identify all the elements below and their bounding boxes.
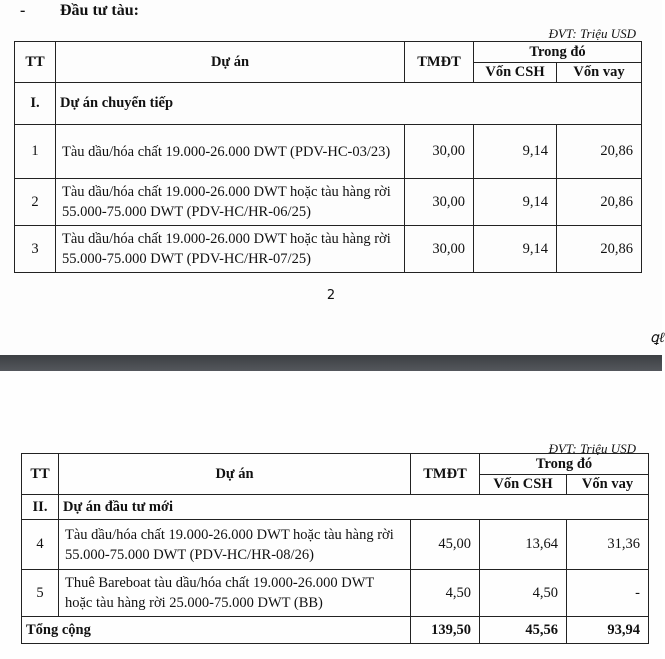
- row-tmdt: 30,00: [405, 179, 474, 226]
- row-tt: 5: [22, 570, 59, 617]
- row-loan: -: [567, 570, 649, 617]
- list-dash: -: [20, 2, 26, 19]
- row-loan: 20,86: [557, 179, 642, 226]
- row-project: Tàu dầu/hóa chất 19.000-26.000 DWT hoặc tàu hàng rời 55.000-75.000 DWT (PDV-HC/HR-06/25): [56, 179, 405, 226]
- header-equity: Vốn CSH: [474, 63, 557, 83]
- row-loan: 20,86: [557, 125, 642, 179]
- header-loan: Vốn vay: [557, 63, 642, 83]
- table-row: [15, 125, 642, 179]
- row-tt: 3: [15, 226, 56, 273]
- page-number: 2: [326, 288, 336, 303]
- page-separator: [0, 355, 662, 371]
- header-project: Dự án: [59, 454, 411, 495]
- table-row: [22, 570, 649, 617]
- row-loan: 20,86: [557, 226, 642, 273]
- row-equity: 9,14: [474, 179, 557, 226]
- row-equity: 9,14: [474, 226, 557, 273]
- row-project: Tàu dầu/hóa chất 19.000-26.000 DWT hoặc tàu hàng rời 55.000-75.000 DWT (PDV-HC/HR-08/26): [59, 520, 411, 570]
- row-equity: 13,64: [480, 520, 567, 570]
- header-tmdt: TMĐT: [405, 42, 474, 83]
- investment-table-new: [21, 453, 649, 644]
- signature-mark: ꝗℓ: [650, 331, 665, 346]
- row-tmdt: 30,00: [405, 226, 474, 273]
- row-project: Tàu dầu/hóa chất 19.000-26.000 DWT hoặc tàu hàng rời 55.000-75.000 DWT (PDV-HC/HR-07/25): [56, 226, 405, 273]
- row-equity: 4,50: [480, 570, 567, 617]
- total-label: Tổng cộng: [22, 617, 411, 644]
- row-project: Thuê Bareboat tàu dầu/hóa chất 19.000-26.000 DWT hoặc tàu hàng rời 25.000-75.000 DWT (BB): [59, 570, 411, 617]
- header-loan: Vốn vay: [567, 475, 649, 495]
- total-equity: 45,56: [480, 617, 567, 644]
- row-project: Tàu dầu/hóa chất 19.000-26.000 DWT (PDV-HC-03/23): [56, 125, 405, 179]
- header-equity: Vốn CSH: [480, 475, 567, 495]
- row-tt: 2: [15, 179, 56, 226]
- row-tmdt: 4,50: [411, 570, 480, 617]
- table-row: [15, 226, 642, 273]
- total-loan: 93,94: [567, 617, 649, 644]
- row-tmdt: 30,00: [405, 125, 474, 179]
- section-heading: [20, 2, 139, 20]
- header-group: Trong đó: [474, 42, 642, 63]
- table-row: [15, 179, 642, 226]
- header-tmdt: TMĐT: [411, 454, 480, 495]
- unit-label: ĐVT: Triệu USD: [548, 441, 636, 456]
- row-tmdt: 45,00: [411, 520, 480, 570]
- row-tt: 4: [22, 520, 59, 570]
- investment-table-continuing: [14, 41, 642, 273]
- section-row: [15, 83, 642, 125]
- header-group: Trong đó: [480, 454, 649, 475]
- section-tt: II.: [22, 495, 59, 520]
- header-tt: TT: [15, 42, 56, 83]
- row-loan: 31,36: [567, 520, 649, 570]
- document-page-2: [0, 371, 662, 659]
- section-title: Dự án chuyển tiếp: [56, 83, 642, 125]
- row-equity: 9,14: [474, 125, 557, 179]
- header-project: Dự án: [56, 42, 405, 83]
- row-tt: 1: [15, 125, 56, 179]
- total-row: [22, 617, 649, 644]
- heading-title: Đầu tư tàu:: [60, 2, 139, 19]
- table-row: [22, 520, 649, 570]
- section-title: Dự án đầu tư mới: [59, 495, 649, 520]
- unit-label: ĐVT: Triệu USD: [548, 26, 636, 41]
- header-tt: TT: [22, 454, 59, 495]
- section-row: [22, 495, 649, 520]
- section-tt: I.: [15, 83, 56, 125]
- total-tmdt: 139,50: [411, 617, 480, 644]
